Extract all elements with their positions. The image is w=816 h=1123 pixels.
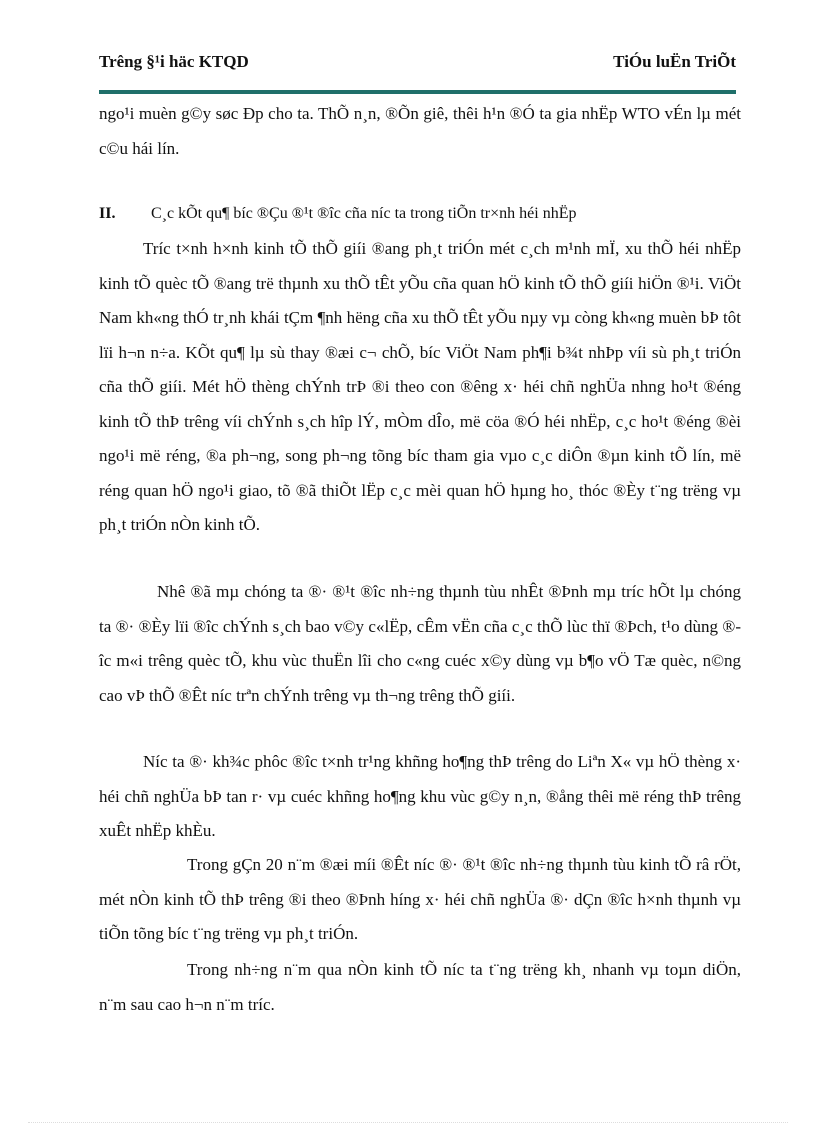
paragraph-1: Tríc t×nh h×nh kinh tÕ thÕ giíi ®ang ph¸t triÓn mét c¸ch m¹nh mÏ, xu thÕ héi nhËp kinh tÕ quèc tÕ ®ang trë thµnh xu thÕ tÊt yÕu cña quan hÖ kinh tÕ thÕ giíi hiÖn ®¹i. ViÖt Nam kh«ng thÓ tr¸nh khái tÇm ¶nh hëng cña xu thÕ tÊt yÕu nµy vµ còng kh«ng muèn bÞ tôt lïi h¬n n÷a. KÕt qu¶ lµ sù thay ®æi c¬ chÕ, bíc ViÖt Nam ph¶i b¾t nhÞp víi sù ph¸t triÓn cña thÕ giíi. Mét hÖ thèng chÝnh trÞ ®i theo con ®êng x· héi chñ nghÜa nhng ho¹t ®éng kinh tÕ thÞ trêng víi chÝnh s¸ch hîp lÝ, mÒm dÎo, më cöa ®Ó héi nhËp, c¸c ho¹t ®éng ®èi ngo¹i më réng, ®a ph¬ng, song ph¬ng tõng bíc tham gia vµo c¸c diÔn ®µn kinh tÕ lín, më réng quan hÖ ngo¹i giao, tõ ®ã thiÕt lËp c¸c mèi quan hÖ hµng ho¸ thóc ®Èy t¨ng trëng vµ ph¸t triÓn nÒn kinh tÕ. bbox=[99, 239, 741, 534]
paragraph-3: Níc ta ®· kh¾c phôc ®îc t×nh tr¹ng khñng ho¶ng thÞ trêng do Liªn X« vµ hÖ thèng x· héi chñ nghÜa bÞ tan r· vµ cuéc khñng ho¶ng khu vùc g©y n¸n, ®ång thêi më réng thÞ trêng xuÊt nhËp khÈu. bbox=[99, 752, 741, 840]
paragraph-block-5 bbox=[99, 953, 741, 1022]
section-title: C¸c kÕt qu¶ bíc ®Çu ®¹t ®îc cña níc ta trong tiÕn tr×nh héi nhËp bbox=[151, 205, 577, 222]
header-document-title: TiÓu luËn TriÕt bbox=[613, 52, 736, 71]
paragraph-5: Trong nh÷ng n¨m qua nÒn kinh tÕ níc ta t¨ng trëng kh¸ nhanh vµ toµn diÖn, n¨m sau cao h¬n n¨m tríc. bbox=[99, 960, 741, 1014]
header-school-name: Trêng §¹i häc KTQD bbox=[99, 52, 249, 71]
paragraph-2: Nhê ®ã mµ chóng ta ®· ®¹t ®îc nh÷ng thµnh tùu nhÊt ®Þnh mµ tríc hÕt lµ chóng ta ®· ®Èy lïi ®îc chÝnh s¸ch bao v©y c«lËp, cÊm vËn cña c¸c thÕ lùc thï ®Þch, t¹o dùng ®îc m«i trêng quèc tÕ, khu vùc thuËn lîi cho c«ng cuéc x©y dùng vµ b¶o vÖ Tæ quèc, n©ng cao vÞ thÕ ®Êt níc trªn chÝnh trêng vµ th¬ng trêng thÕ giíi. bbox=[99, 582, 741, 705]
paragraph-4: Trong gÇn 20 n¨m ®æi míi ®Êt níc ®· ®¹t ®îc nh÷ng thµnh tùu kinh tÕ râ rÖt, mét nÒn kinh tÕ thÞ trêng ®i theo ®Þnh híng x· héi chñ nghÜa ®· dÇn ®îc h×nh thµnh vµ tiÕn tõng bíc t¨ng trëng vµ ph¸t triÓn. bbox=[99, 855, 741, 943]
page-header bbox=[99, 52, 736, 76]
section-heading bbox=[99, 202, 741, 226]
paragraph-block-3 bbox=[99, 745, 741, 849]
section-number: II. bbox=[99, 205, 116, 222]
paragraph-continuation bbox=[99, 97, 741, 166]
header-divider bbox=[99, 90, 736, 94]
paragraph-block-2 bbox=[99, 575, 741, 713]
paragraph-0: ngo¹i muèn g©y søc Ðp cho ta. ThÕ n¸n, ®Õn giê, thêi h¹n ®Ó ta gia nhËp WTO vÉn lµ mét c©u hái lín. bbox=[99, 104, 741, 158]
paragraph-block-1 bbox=[99, 232, 741, 543]
paragraph-block-4 bbox=[99, 848, 741, 952]
